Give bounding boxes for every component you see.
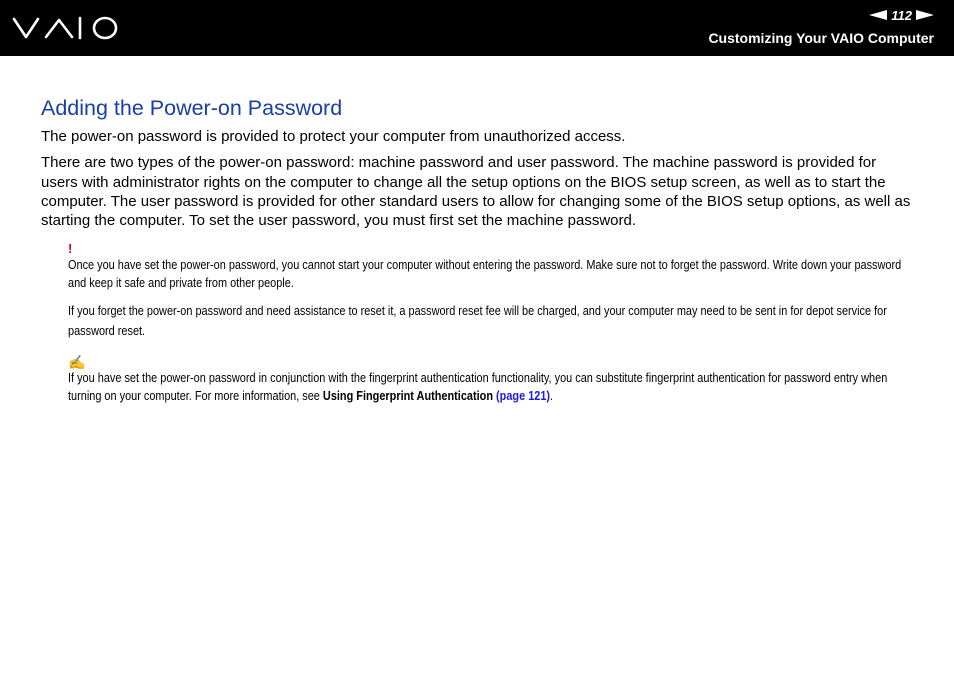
- caution-icon: !: [68, 241, 73, 257]
- previous-page-arrow-icon[interactable]: [869, 10, 887, 20]
- main-content: [41, 95, 916, 404]
- password-types-paragraph: There are two types of the power-on password: machine password and user password. The machine password is provided for users with administrator rights on the computer to change all the setup options on the BIOS setup screen, as well as to start the computer. The user password is provided for other standard users to allow for changing some of the BIOS setup options, as well as starting the computer. To set the user password, you must first set the machine password.: [41, 154, 911, 230]
- intro-paragraph: The power-on password is provided to protect your computer from unauthorized access.: [41, 128, 626, 145]
- page-header: [0, 0, 954, 56]
- page-heading: Adding the Power-on Password: [41, 96, 343, 120]
- section-title: Customizing Your VAIO Computer: [708, 30, 934, 46]
- note-text: [68, 369, 911, 404]
- page-pager: [869, 7, 934, 23]
- caution-text-1: Once you have set the power-on password, you cannot start your computer without entering the password. Make sure not to forget the password. Write down your password and keep it safe and private from other people.: [68, 257, 902, 290]
- fingerprint-reference: Using Fingerprint Authentication: [322, 387, 493, 403]
- page-number: 112: [891, 7, 912, 23]
- vaio-logo: [12, 15, 120, 41]
- note-pencil-icon: ✍: [68, 354, 86, 371]
- caution-text-2: If you forget the power-on password and need assistance to reset it, a password reset fee will be charged, and your computer may need to be sent in for depot service for password reset.: [68, 303, 887, 339]
- page-121-link[interactable]: (page 121): [496, 387, 551, 403]
- next-page-arrow-icon[interactable]: [916, 10, 934, 20]
- notes-section: [68, 242, 911, 404]
- note-text-body: If you have set the power-on password in conjunction with the fingerprint authentication functionality, you can substitute fingerprint authentication for password entry when turning on your computer. For more information, see: [68, 370, 888, 403]
- note-text-end: .: [550, 387, 554, 403]
